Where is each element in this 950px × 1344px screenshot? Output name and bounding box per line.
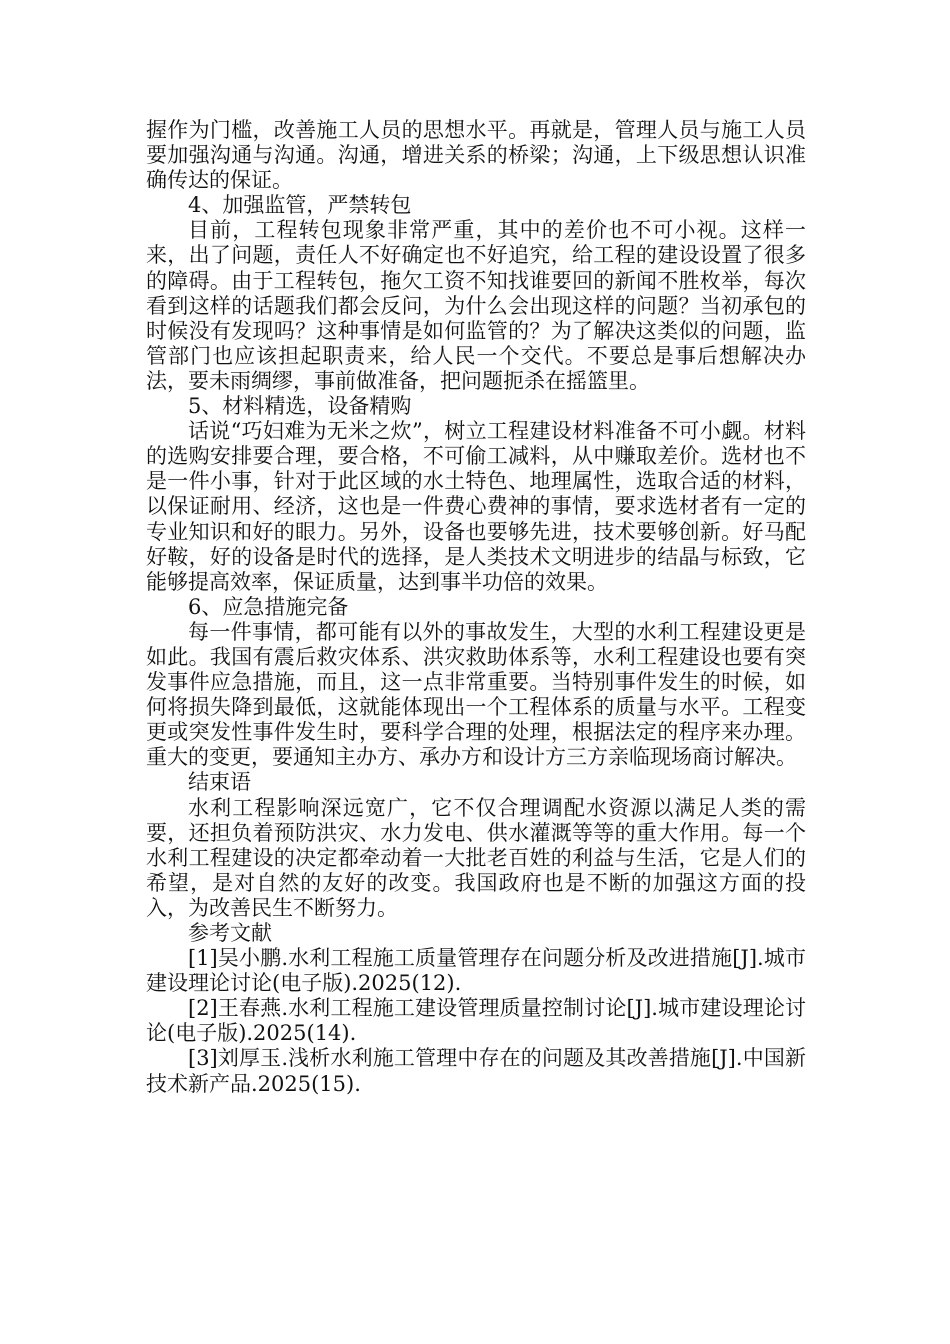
paragraph-supervision: 目前，工程转包现象非常严重，其中的差价也不可小视。这样一来，出了问题，责任人不好确定也不好追究，给工程的建设设置了很多的障碍。由于工程转包，拖欠工资不知找谁要回的新闻不胜枚举，每次看到这样的话题我们都会反问，为什么会出现这样的问题？当初承包的时候没有发现吗？这种事情是如何监管的？为了解决这类似的问题，监管部门也应该担起职责来，给人民一个交代。不要总是事后想解决办法，要未雨绸缪，事前做准备，把问题扼杀在摇篮里。 xyxy=(146,218,806,393)
reference-item-2: [2]王春燕.水利工程施工建设管理质量控制讨论[J].城市建设理论讨论(电子版).2025(14). xyxy=(146,996,806,1046)
references-heading: 参考文献 xyxy=(188,921,272,945)
reference-item-3: [3]刘厚玉.浅析水利施工管理中存在的问题及其改善措施[J].中国新技术新产品.2025(15). xyxy=(146,1046,806,1096)
paragraph-materials: 话说“巧妇难为无米之炊”，树立工程建设材料准备不可小觑。材料的选购安排要合理，要合格，不可偷工减料，从中赚取差价。选材也不是一件小事，针对于此区域的水土特色、地理属性，选取合适的材料，以保证耐用、经济，这也是一件费心费神的事情，要求选材者有一定的专业知识和好的眼力。另外，设备也要够先进，技术要够创新。好马配好鞍，好的设备是时代的选择，是人类技术文明进步的结晶与标致，它能够提高效率，保证质量，达到事半功倍的效果。 xyxy=(146,419,806,594)
paragraph-continued: 握作为门槛，改善施工人员的思想水平。再就是，管理人员与施工人员要加强沟通与沟通。沟通，增进关系的桥梁；沟通，上下级思想认识准确传达的保证。 xyxy=(146,118,806,193)
section-heading-6: 6、应急措施完备 xyxy=(188,594,349,619)
document-page xyxy=(146,118,806,1097)
section-heading-4: 4、加强监管，严禁转包 xyxy=(188,193,412,218)
conclusion-heading: 结束语 xyxy=(188,770,251,795)
paragraph-emergency: 每一件事情，都可能有以外的事故发生，大型的水利工程建设更是如此。我国有震后救灾体系、洪灾救助体系等，水利工程建设也要有突发事件应急措施，而且，这一点非常重要。当特别事件发生的时候，如何将损失降到最低，这就能体现出一个工程体系的质量与水平。工程变更或突发性事件发生时，要科学合理的处理，根据法定的程序来办理。重大的变更，要通知主办方、承办方和设计方三方亲临现场商讨解决。 xyxy=(146,619,806,770)
reference-item-1: [1]吴小鹏.水利工程施工质量管理存在问题分析及改进措施[J].城市建设理论讨论(电子版).2025(12). xyxy=(146,946,806,996)
section-heading-5: 5、材料精选，设备精购 xyxy=(188,394,412,419)
paragraph-conclusion: 水利工程影响深远宽广，它不仅合理调配水资源以满足人类的需要，还担负着预防洪灾、水力发电、供水灌溉等等的重大作用。每一个水利工程建设的决定都牵动着一大批老百姓的利益与生活，它是人们的希望，是对自然的友好的改变。我国政府也是不断的加强这方面的投入，为改善民生不断努力。 xyxy=(146,795,806,920)
